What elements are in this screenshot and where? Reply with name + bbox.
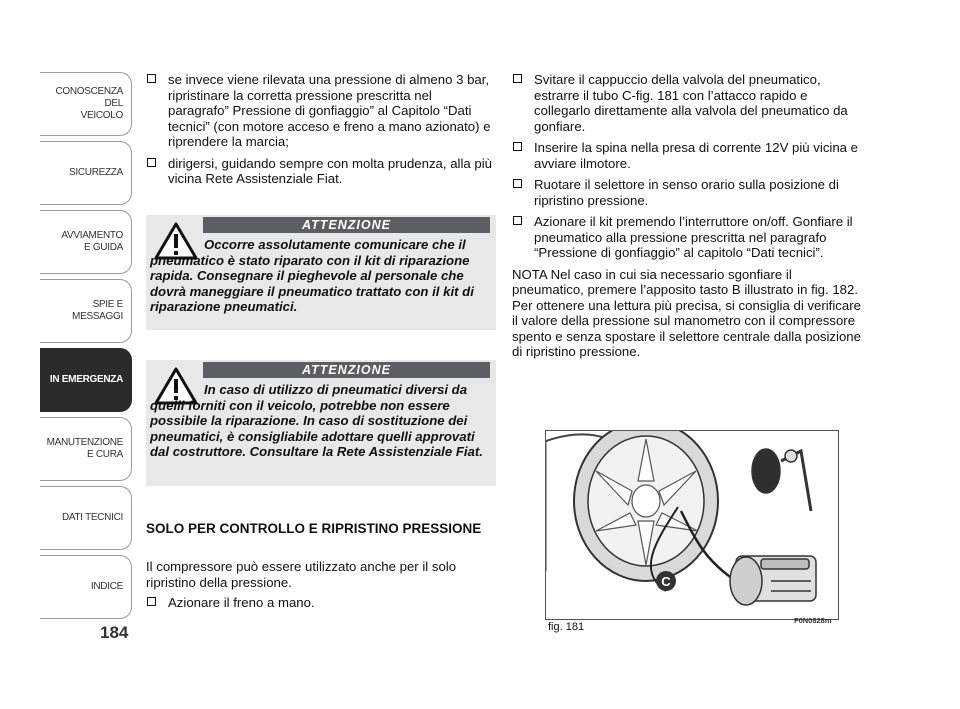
tab-indice[interactable]: INDICE (40, 555, 132, 619)
list-item (146, 72, 496, 150)
tab-manutenzione-cura[interactable]: MANUTENZIONE E CURA (40, 417, 132, 481)
chapter-tabs (40, 72, 132, 624)
checkbox-bullet-icon (513, 74, 522, 83)
list-item (512, 214, 862, 261)
warning-header: ATTENZIONE (203, 362, 490, 378)
list-item-text: Ruotare il selettore in senso orario sulla posizione di ripristino pressione. (534, 177, 839, 208)
figure-code: F0N0828m (794, 616, 832, 625)
page-number: 184 (100, 623, 129, 642)
figure-illustration (545, 430, 839, 620)
warning-box (146, 360, 496, 486)
list-item-text: se invece viene rilevata una pressione di almeno 3 bar, ripristinare la corretta pressione prescritta nel paragrafo” Pressione di gonfiaggio” al Capitolo “Dati tecnici” (con motore acceso e freno a mano azionato) e riprendere la marcia; (168, 72, 491, 149)
list-item (512, 177, 862, 208)
tab-conoscenza-veicolo[interactable]: CONOSCENZA DEL VEICOLO (40, 72, 132, 136)
left-column (146, 72, 496, 193)
checkbox-bullet-icon (147, 597, 156, 606)
checkbox-bullet-icon (513, 179, 522, 188)
section-title: SOLO PER CONTROLLO E RIPRISTINO PRESSIONE (146, 521, 482, 536)
checkbox-bullet-icon (147, 158, 156, 167)
checkbox-bullet-icon (513, 216, 522, 225)
callout-label: C (661, 574, 671, 589)
section-intro: Il compressore può essere utilizzato anche per il solo ripristino della pressione. (146, 559, 457, 590)
list-item-text: Inserire la spina nella presa di corrente 12V più vicina e avviare ilmotore. (534, 140, 859, 171)
warning-header: ATTENZIONE (203, 217, 490, 233)
list-item-text: Svitare il cappuccio della valvola del pneumatico, estrarre il tubo C-fig. 181 con l’attacco rapido e collegarlo direttamente alla valvola del pneumatico da gonfiare. (534, 72, 848, 134)
warning-text: In caso di utilizzo di pneumatici diversi da quelli forniti con il veicolo, potrebbe non essere possibile la riparazione. In caso di sostituzione dei pneumatici, è consigliabile adottare quelli approvati dal costruttore. Consultare la Rete Assistenziale Fiat. (150, 382, 483, 459)
warning-box (146, 215, 496, 330)
warning-text: Occorre assolutamente comunicare che il pneumatico è stato riparato con il kit di riparazione rapida. Consegnare il pieghevole al personale che dovrà maneggiare il pneumatico trattato con il kit di riparazione pneumatici. (150, 237, 474, 314)
tab-spie-messaggi[interactable]: SPIE E MESSAGGI (40, 279, 132, 343)
checkbox-bullet-icon (513, 142, 522, 151)
list-item-text: dirigersi, guidando sempre con molta prudenza, alla più vicina Rete Assistenziale Fiat. (168, 155, 493, 186)
note-paragraph: NOTA Nel caso in cui sia necessario sgonfiare il pneumatico, premere l’apposito tasto B illustrato in fig. 182. Per ottenere una lettura più precisa, si consiglia di verificare il valore della pressione sul manometro con il compressore spento e senza spostare il selettore centrale dalla posizione di ripristino pressione. (512, 266, 861, 359)
tyre-compressor-illustration (546, 431, 838, 619)
figure-caption: fig. 181 (548, 621, 585, 633)
right-column (512, 72, 862, 360)
tab-in-emergenza[interactable]: IN EMERGENZA (40, 348, 132, 412)
list-item (146, 595, 491, 611)
list-item (512, 72, 862, 134)
tab-sicurezza[interactable]: SICUREZZA (40, 141, 132, 205)
tab-dati-tecnici[interactable]: DATI TECNICI (40, 486, 132, 550)
list-item (146, 156, 496, 187)
list-item-text: Azionare il kit premendo l’interruttore on/off. Gonfiare il pneumatico alla pressione prescritta nel paragrafo “Pressione di gonfiaggio” al capitolo “Dati tecnici”. (534, 214, 853, 260)
tab-avviamento-guida[interactable]: AVVIAMENTO E GUIDA (40, 210, 132, 274)
checkbox-bullet-icon (147, 74, 156, 83)
list-item-text: Azionare il freno a mano. (168, 595, 315, 610)
list-item (512, 140, 862, 171)
section-body (146, 559, 491, 617)
